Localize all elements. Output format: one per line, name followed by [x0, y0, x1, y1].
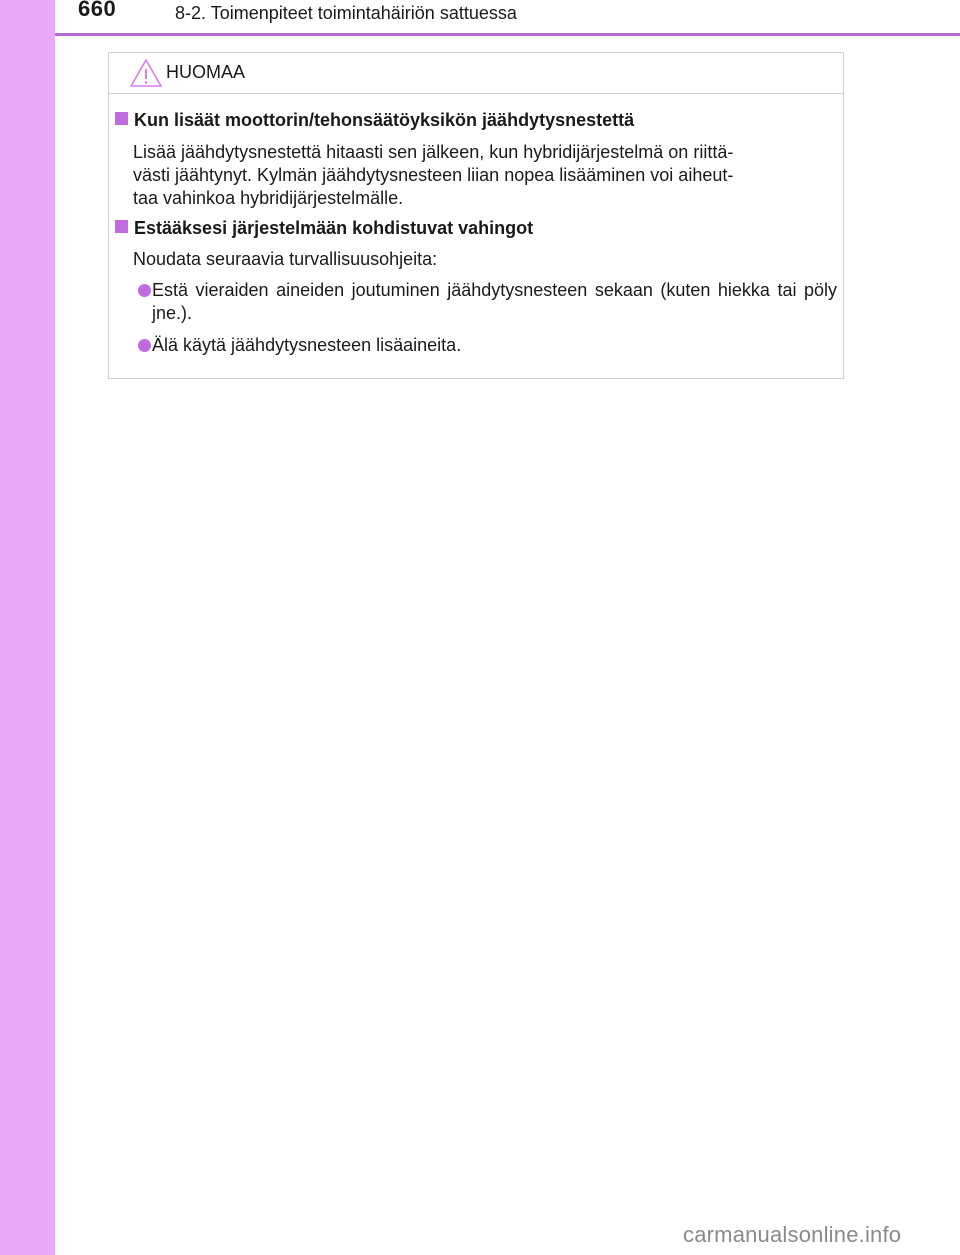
- list-item-text: Estä vieraiden aineiden joutuminen jäähdytysnesteen sekaan (kuten hiekka tai pöly jne.).: [152, 280, 837, 323]
- footer-watermark: carmanualsonline.info: [683, 1222, 902, 1247]
- square-bullet-icon: [115, 112, 128, 125]
- coolant-line-2: västi jäähtynyt. Kylmän jäähdytysnesteen liian nopea lisääminen voi aiheut-: [133, 165, 734, 185]
- notice-label: HUOMAA: [166, 62, 246, 82]
- warning-triangle-icon: [129, 58, 163, 88]
- page-number: 660: [78, 0, 117, 21]
- sub-heading-damage-text: Estääksesi järjestelmään kohdistuvat vahingot: [134, 218, 534, 238]
- list-item: [133, 334, 837, 357]
- sub-heading-coolant: [115, 110, 634, 131]
- round-bullet-icon: [138, 284, 151, 297]
- coolant-line-1: Lisää jäähdytysnestettä hitaasti sen jälkeen, kun hybridijärjestelmä on riittä-: [133, 142, 734, 162]
- sub-heading-damage: [115, 218, 533, 239]
- sub-heading-coolant-text: Kun lisäät moottorin/tehonsäätöyksikön jäähdytysnestettä: [134, 110, 635, 130]
- list-item: [133, 279, 837, 325]
- coolant-paragraph: [133, 141, 829, 210]
- notice-box: [108, 52, 844, 379]
- side-color-band: [0, 0, 55, 1255]
- section-title: 8-2. Toimenpiteet toimintahäiriön sattuessa: [175, 3, 517, 23]
- coolant-line-3: taa vahinkoa hybridijärjestelmälle.: [133, 188, 404, 208]
- list-item-text: Älä käytä jäähdytysnesteen lisäaineita.: [152, 335, 462, 355]
- round-bullet-icon: [138, 339, 151, 352]
- square-bullet-icon: [115, 220, 128, 233]
- damage-intro: Noudata seuraavia turvallisuusohjeita:: [133, 249, 438, 269]
- notice-header: [109, 53, 843, 94]
- header-rule: [55, 33, 960, 36]
